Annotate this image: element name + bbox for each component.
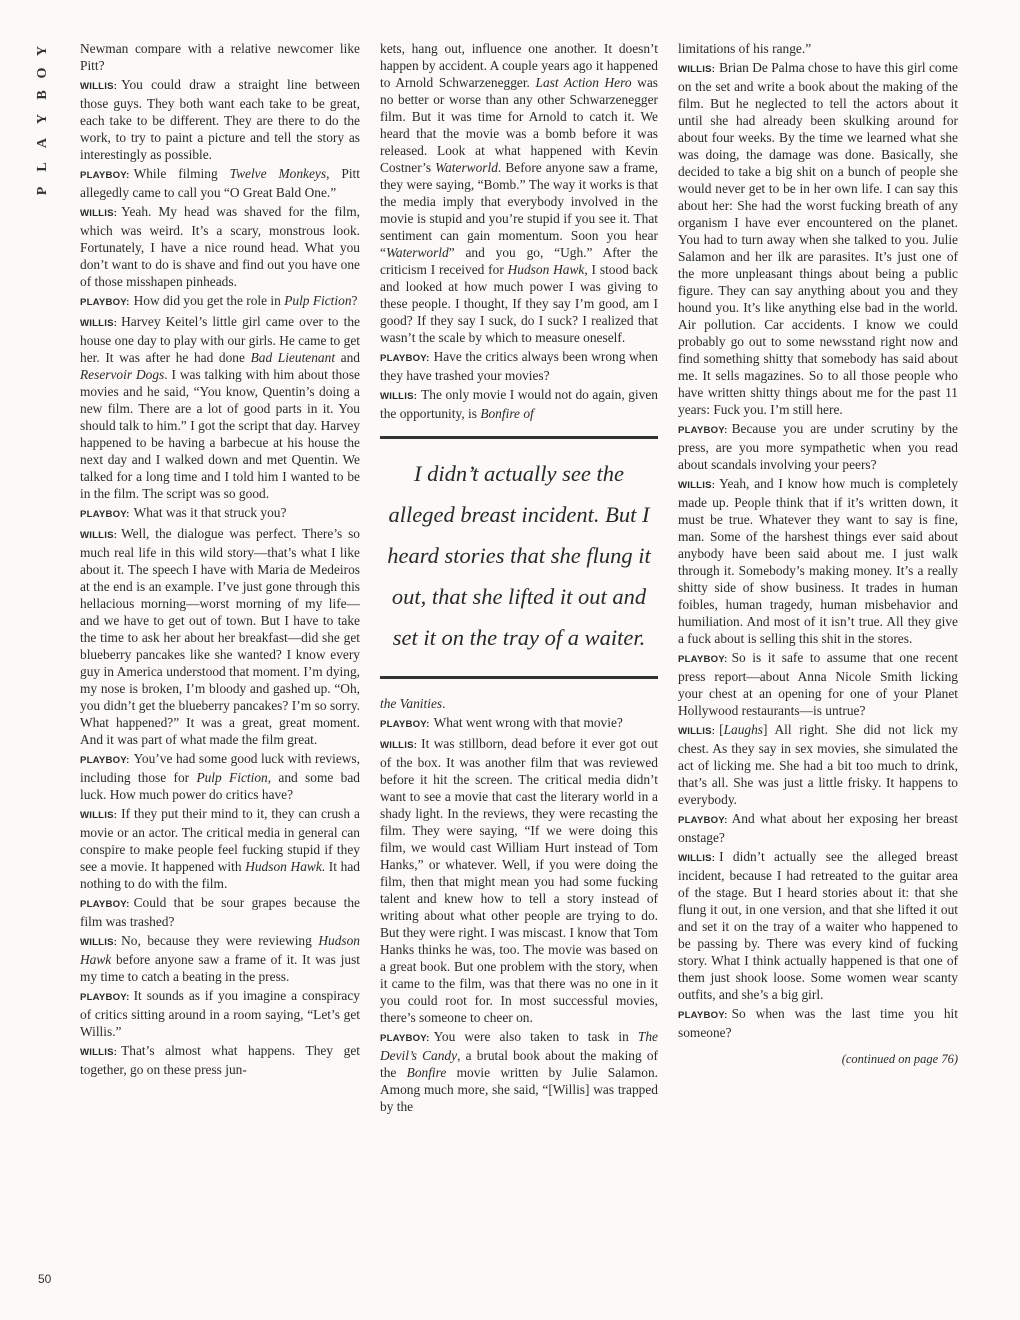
speaker-label: PLAYBOY: [80, 170, 130, 181]
speaker-label: WILLIS: [678, 480, 716, 491]
magazine-logo-vertical [30, 40, 56, 200]
paragraph [380, 714, 658, 733]
speaker-label: PLAYBOY: [80, 899, 130, 910]
paragraph [80, 987, 360, 1040]
paragraph [80, 40, 360, 74]
paragraph-text: What went wrong with that movie? [433, 715, 623, 730]
speaker-label: WILLIS: [80, 1047, 118, 1058]
logo-letter: Y [35, 113, 50, 125]
paragraph [678, 40, 958, 57]
paragraph-text: Yeah. My head was shaved for the film, which was weird. It’s a scary, monstrous look. Fortunately, I have a nice round head. What you don’t want to do is shave and find out you have one of those misshapen pinheads. [80, 204, 360, 289]
paragraph [80, 504, 360, 523]
paragraph [380, 386, 658, 422]
paragraph [380, 348, 658, 384]
paragraph-text: How did you get the role in Pulp Fiction? [133, 293, 358, 308]
logo-letter: O [35, 67, 50, 79]
page-number: 50 [38, 1272, 52, 1286]
paragraph-text: While filming Twelve Monkeys, Pitt allegedly came to call you “O Great Bald One.” [80, 166, 360, 200]
speaker-label: PLAYBOY: [678, 425, 728, 436]
speaker-label: PLAYBOY: [380, 719, 430, 730]
speaker-label: WILLIS: [80, 318, 118, 329]
paragraph [80, 1042, 360, 1078]
paragraph [80, 932, 360, 985]
paragraph [380, 1028, 658, 1115]
speaker-label: PLAYBOY: [380, 1033, 430, 1044]
paragraph-text: Newman compare with a relative newcomer like Pitt? [80, 41, 360, 73]
speaker-label: WILLIS: [80, 810, 118, 821]
paragraph [80, 292, 360, 311]
logo-letter: P [35, 186, 50, 196]
paragraph [380, 40, 658, 346]
speaker-label: PLAYBOY: [678, 1010, 728, 1021]
paragraph [80, 165, 360, 201]
paragraph-text: Well, the dialogue was perfect. There’s so much real life in this wild story—that’s what I like about it. The speech I have with Maria de Medeiros at the end is an example. I’ve just gone through this hellacious morning—worst morning of my life—and we have to get out of town. But I have to take the time to ask her about her breakfast—did she get blueberry pancakes like she wanted? I know every guy in America understood that moment. I’m dying, my nose is broken, I’m bloody and gashed up. “Oh, you didn’t get the blueberry pancakes? I’m so sorry. What happened?” It was a great, great moment. And it was part of what made the film great. [80, 526, 360, 747]
paragraph-text: Harvey Keitel’s little girl came over to the house one day to play with our girls. He came to get her. It was after he had done Bad Lieutenant and Reservoir Dogs. I was talking with him about those movies and he said, “You know, Quentin’s doing a new film. There are a lot of good parts in it. You should talk to him.” I got the script that day. Harvey happened to be having a barbecue at his house the next day and I walked down and met Quentin. We talked for a long time and I told him I wanted to be in the film. The script was so good. [80, 314, 360, 501]
paragraph-text: It sounds as if you imagine a conspiracy of critics sitting around in a room saying, “Let’s get Willis.” [80, 988, 360, 1039]
speaker-label: PLAYBOY: [80, 297, 130, 308]
logo-letter: L [35, 162, 50, 172]
speaker-label: PLAYBOY: [678, 815, 728, 826]
paragraph-text: The only movie I would not do again, given the opportunity, is Bonfire of [380, 387, 658, 421]
logo-letter: A [35, 137, 50, 149]
paragraph [678, 1005, 958, 1041]
logo-letter: B [35, 90, 50, 100]
speaker-label: PLAYBOY: [80, 509, 130, 520]
logo-letter: Y [35, 45, 50, 57]
paragraph-text: That’s almost what happens. They get together, go on these press jun- [80, 1043, 360, 1077]
speaker-label: WILLIS: [678, 726, 716, 737]
paragraph [80, 313, 360, 502]
speaker-label: WILLIS: [380, 391, 418, 402]
paragraph-text: kets, hang out, influence one another. It doesn’t happen by accident. A couple years ago it happened to Arnold Schwarzenegger. Last Action Hero was no better or worse than any other Schwarzenegger film. But it was time for Arnold to catch it. We heard that the movie was a bomb before it was released. Look at what happened with Kevin Costner’s Waterworld. Before anyone saw a frame, they were saying, “Bomb.” The way it works is that the media imply that everybody involved in the movie is stupid and you’re stupid if you see it. That sentiment can gain momentum. Soon you hear “Waterworld” and you go, “Ugh.” After the criticism I received for Hudson Hawk, I stood back and looked at how much power I was giving to these people. I thought, If they say I’m good, am I good? If they say I suck, do I suck? I realized that wasn’t the scale by which to measure oneself. [380, 41, 658, 345]
paragraph [80, 76, 360, 163]
paragraph-text: You’ve had some good luck with reviews, including those for Pulp Fiction, and some bad luck. How much power do critics have? [80, 751, 360, 802]
speaker-label: WILLIS: [678, 853, 716, 864]
paragraph-text: If they put their mind to it, they can crush a movie or an actor. The critical media in general can conspire to make people feel fucking stupid if they see a movie. It happened with Hudson Hawk. It had nothing to do with the film. [80, 806, 360, 891]
paragraph [678, 420, 958, 473]
speaker-label: WILLIS: [380, 740, 418, 751]
paragraph-text: You could draw a straight line between those guys. They both want each take to be great, each take to be different. They are there to do the work, to try to paint a picture and tell the story as interestingly as possible. [80, 77, 360, 162]
paragraph-text: Could that be sour grapes because the film was trashed? [80, 895, 360, 929]
paragraph-text: And what about her exposing her breast onstage? [678, 811, 958, 845]
paragraph [678, 810, 958, 846]
paragraph [380, 695, 658, 712]
paragraph-text: What was it that struck you? [133, 505, 287, 520]
paragraph-text: the Vanities. [380, 696, 446, 711]
paragraph-text: Because you are under scrutiny by the press, are you more sympathetic when you read about scandals involving your peers? [678, 421, 958, 472]
paragraph [678, 59, 958, 418]
speaker-label: PLAYBOY: [380, 353, 430, 364]
paragraph-text: Brian De Palma chose to have this girl come on the set and write a book about the making of the film. But he neglected to tell the actors about it until she had already been skulking around for about four weeks. By the time we learned what she was doing, the damage was done. Basically, she decided to take a big shit on a bunch of people she would never get to be in her own life. I can say this about her: She had the worst fucking breath of any organism I have ever encountered on the planet. You had to turn away when she talked to you. Julie Salamon and her ilk are parasites. It’s just one of the more unpleasant things about being a public figure. They can say anything about you and they hound you. It’s like anything else bad in the world. Air pollution. Car accidents. I know we could probably go out to some newsstand right now and find something shitty that somebody has said about me. It sells magazines. So to all those people who have written shitty things about me for the past 11 years: Fuck you. I’m still here. [678, 60, 958, 417]
pull-quote: I didn’t actually see the alleged breast incident. But I heard stories that she flung it out, that she lifted it out and set it on the tray of a waiter. [380, 436, 658, 679]
paragraph [678, 475, 958, 647]
paragraph [678, 649, 958, 719]
paragraph-text: So is it safe to assume that one recent press report—about Anna Nicole Smith licking your chest at an opening for one of your Planet Hollywood restaurants—is untrue? [678, 650, 958, 718]
speaker-label: WILLIS: [80, 530, 118, 541]
paragraph-text: Yeah, and I know how much is completely made up. People think that if it’s written down, it must be true. Whatever they want to say is fine, man. Some of the harshest things ever said about anybody have been said about me. I just walk through it. Somebody’s making money. It’s a really shitty side of show business. It trades in human foibles, human tragedy, human misbehavior and humiliation. And most of it isn’t true. All they give a fuck about is selling this shit in the stores. [678, 476, 958, 646]
paragraph [80, 894, 360, 930]
paragraph [678, 721, 958, 808]
paragraph-text: It was stillborn, dead before it ever got out of the box. It was another film that was reviewed before it hit the screen. The critical media didn’t want to see a movie that cast the literary world in a shady light. In the reviews, they were recasting the film. They were saying, “If we were doing this film, we would cast William Hurt instead of Tom Hanks,” or whatever. Well, if you were doing the film, then that might mean you had some fucking talent and knew how to tell a story instead of writing about what other people are trying to do. But they were right. I was miscast. I know that Tom Hanks thinks he was, too. The movie was based on a great book. But one problem with the story, when it came to the film, was that there was no one in it you could root for. In most successful movies, there’s someone to cheer on. [380, 736, 658, 1025]
speaker-label: WILLIS: [678, 64, 716, 75]
paragraph-text: [Laughs] All right. She did not lick my chest. As they say in sex movies, she simulated the act of licking me. She had a bit too much to drink, that’s all. She was just a little frisky. It happens to everybody. [678, 722, 958, 807]
speaker-label: PLAYBOY: [678, 654, 728, 665]
text-column-2 [380, 40, 658, 1280]
text-column-1 [80, 40, 360, 1280]
paragraph [80, 525, 360, 748]
paragraph-text: You were also taken to task in The Devil’s Candy, a brutal book about the making of the Bonfire movie written by Julie Salamon. Among much more, she said, “[Willis] was trapped by the [380, 1029, 658, 1114]
paragraph-text: So when was the last time you hit someone? [678, 1006, 958, 1040]
paragraph-text: Have the critics always been wrong when they have trashed your movies? [380, 349, 658, 383]
speaker-label: WILLIS: [80, 208, 118, 219]
paragraph-text: No, because they were reviewing Hudson Hawk before anyone saw a frame of it. It was just my time to catch a beating in the press. [80, 933, 360, 984]
speaker-label: WILLIS: [80, 937, 118, 948]
paragraph [80, 805, 360, 892]
continued-note: (continued on page 76) [841, 1052, 958, 1066]
speaker-label: PLAYBOY: [80, 755, 130, 766]
paragraph [380, 735, 658, 1026]
paragraph-text: limitations of his range.” [678, 41, 812, 56]
paragraph [80, 203, 360, 290]
paragraph [678, 848, 958, 1003]
paragraph-text: I didn’t actually see the alleged breast incident, because I had retreated to the guitar area of the stage. But I heard stories about it: that she flung it out, in one version, and that she lifted it out and set it on the tray of a waiter who happened to be passing by. There was every kind of fucking story. What I think actually happened is that one of them just shook loose. Some women wear scanty outfits, and she’s a big girl. [678, 849, 958, 1002]
paragraph [80, 750, 360, 803]
speaker-label: WILLIS: [80, 81, 118, 92]
speaker-label: PLAYBOY: [80, 992, 130, 1003]
text-column-3 [678, 40, 958, 1280]
